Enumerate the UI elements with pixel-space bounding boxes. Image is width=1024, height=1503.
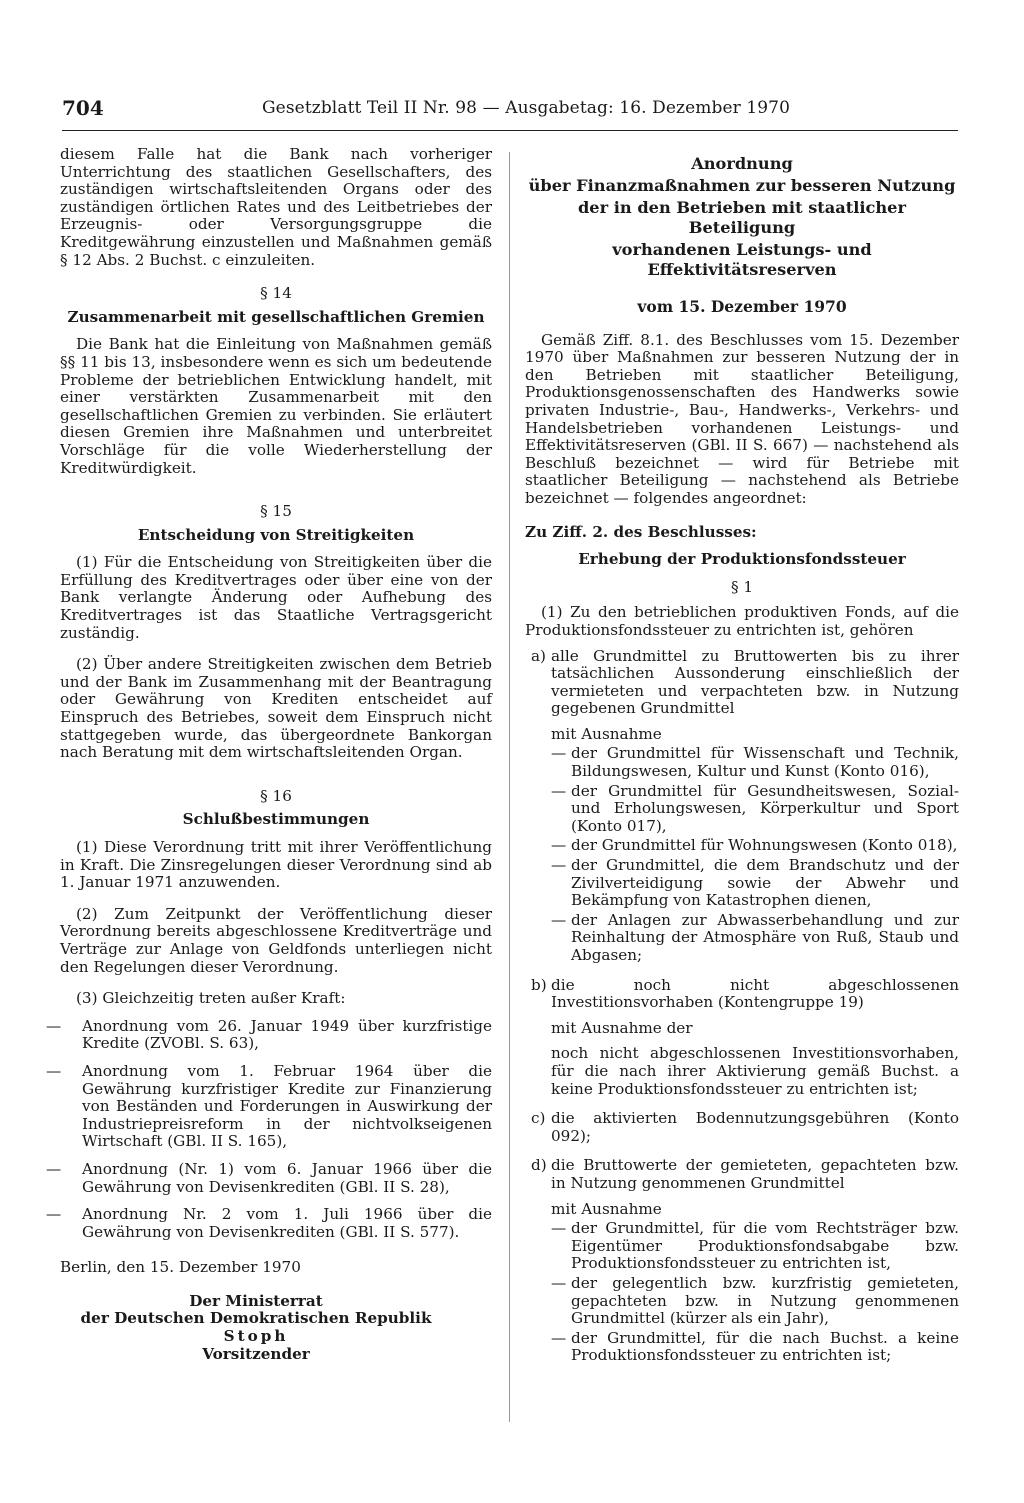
exception-text: der Grundmittel für Wissenschaft und Technik, Bildungswesen, Kultur und Kunst (Konto 016), <box>571 744 959 781</box>
exception-text: der Grundmittel, für die vom Rechtsträger bzw. Eigentümer Produktionsfondsabgabe bzw. Produktionsfondssteuer zu entrichten ist, <box>571 1219 959 1273</box>
page-number: 704 <box>62 96 104 120</box>
zu-ziffer-label: Zu Ziff. 2. des Beschlusses: <box>525 522 757 541</box>
signatory-body: Der Ministerrat <box>189 1291 323 1310</box>
section-14-title: Zusammenarbeit mit gesellschaftlichen Gremien <box>67 307 485 326</box>
section-16-paragraph-3: (3) Gleichzeitig treten außer Kraft: <box>76 989 346 1008</box>
section-14-text: Die Bank hat die Einleitung von Maßnahmen gemäß §§ 11 bis 13, insbesondere wenn es sich um bedeutende Probleme der betrieblichen Entwicklung handelt, mit einer verstärkten Zusammenarbeit mit den gesellschaftlichen Gremien zu verbinden. Sie erläutert diesen Gremien ihre Maßnahmen und unterbreitet Vorschläge für die volle Wiederherstellung der Kreditwürdigkeit. <box>60 335 492 477</box>
header-title: Gesetzblatt Teil II Nr. 98 — Ausgabetag: 16. Dezember 1970 <box>262 98 791 118</box>
ordinance-title-line: Anordnung <box>691 154 793 173</box>
exception-text: der Grundmittel für Wohnungswesen (Konto 018), <box>571 836 958 855</box>
item-c <box>525 1110 959 1145</box>
item-a-letter: a) <box>531 646 546 665</box>
item-c-letter: c) <box>531 1109 546 1128</box>
item-b-exception: noch nicht abgeschlossenen Investitionsvorhaben, für die nach ihrer Aktivierung gemäß Buchst. a keine Produktionsfondssteuer zu entrichten ist; <box>551 1044 959 1098</box>
repeal-item: — Anordnung vom 1. Februar 1964 über die Gewährung kurzfristiger Kredite zur Finanzierung von Beständen und Forderungen in Auswirkung der Industriepreisreform in der nichtvolkseigenen Wirtschaft (GBl. II S. 165), <box>60 1063 492 1151</box>
signatory-role: Vorsitzender <box>202 1344 310 1363</box>
exception-item: — der Grundmittel, für die nach Buchst. a keine Produktionsfondssteuer zu entrichten ist; <box>551 1328 959 1365</box>
section-15-number: § 15 <box>260 502 292 521</box>
item-d <box>525 1157 959 1192</box>
exception-text: der Anlagen zur Abwasserbehandlung und zur Reinhaltung der Atmosphäre von Ruß, Staub und Abgasen; <box>571 910 959 964</box>
signatory-state: der Deutschen Demokratischen Republik <box>80 1309 432 1328</box>
exception-item: — der Grundmittel für Wohnungswesen (Konto 018), <box>551 836 958 855</box>
repeal-item: — Anordnung Nr. 2 vom 1. Juli 1966 über die Gewährung von Devisenkrediten (GBl. II S. 577). <box>60 1206 492 1241</box>
section-15-paragraph-2: (2) Über andere Streitigkeiten zwischen dem Betrieb und der Bank im Zusammenhang mit der Beantragung oder Gewährung von Krediten entscheidet auf Einspruch des Betriebes, soweit dem Einspruch nicht stattgegeben wurde, das übergeordnete Bankorgan nach Beratung mit dem wirtschaftsleitenden Organ. <box>60 655 492 762</box>
exception-text: der Grundmittel, die dem Brandschutz und der Zivilverteidigung sowie der Abwehr und Bekämpfung von Katastrophen dienen, <box>571 856 959 910</box>
item-b <box>525 977 959 1012</box>
section-1-paragraph-1: (1) Zu den betrieblichen produktiven Fonds, auf die Produktionsfondssteuer zu entrichten ist, gehören <box>525 603 959 639</box>
section-16-title: Schlußbestimmungen <box>182 810 370 829</box>
item-b-letter: b) <box>531 975 547 994</box>
ordinance-title-line: über Finanzmaßnahmen zur besseren Nutzung <box>528 176 956 195</box>
section-15-paragraph-1: (1) Für die Entscheidung von Streitigkeiten über die Erfüllung des Kreditvertrages oder über eine von der Bank verlangte Änderung oder Aufhebung des Kreditvertrages ist das Staatliche Vertragsgericht zuständig. <box>60 553 492 642</box>
ordinance-title-line: der in den Betrieben mit staatlicher Beteiligung <box>577 198 906 237</box>
ordinance-title <box>525 154 959 280</box>
signature-block <box>20 1293 492 1363</box>
repeal-item: — Anordnung vom 26. Januar 1949 über kurzfristige Kredite (ZVOBl. S. 63), <box>60 1018 492 1053</box>
item-a <box>525 648 959 718</box>
place-date: Berlin, den 15. Dezember 1970 <box>60 1258 301 1277</box>
column-divider <box>509 152 510 1422</box>
exception-text: der Grundmittel, für die nach Buchst. a keine Produktionsfondssteuer zu entrichten ist; <box>571 1328 959 1365</box>
signatory-name: Stoph <box>223 1327 289 1346</box>
intro-paragraph: diesem Falle hat die Bank nach vorheriger Unterrichtung des staatlichen Gesellschafters, des zuständigen wirtschaftsleitenden Organs oder des zuständigen örtlichen Rates und des Leitbetriebes der Erzeugnis- oder Versorgungsgruppe die Kreditgewährung einzustellen und Maßnahmen gemäß § 12 Abs. 2 Buchst. c einzuleiten. <box>60 145 492 269</box>
exception-item: — der Grundmittel, die dem Brandschutz und der Zivilverteidigung sowie der Abwehr und Bekämpfung von Katastrophen dienen, <box>551 856 959 910</box>
left-column <box>60 146 492 1363</box>
section-16-paragraph-1: (1) Diese Verordnung tritt mit ihrer Veröffentlichung in Kraft. Die Zinsregelungen dieser Verordnung sind ab 1. Januar 1971 anzuwenden. <box>60 838 492 892</box>
item-a-text: alle Grundmittel zu Bruttowerten bis zu ihrer tatsächlichen Aussonderung einschließlich der vermieteten und verpachteten bzw. in Nutzung gegebenen Grundmittel <box>551 646 959 718</box>
section-16-number: § 16 <box>260 786 292 805</box>
item-d-letter: d) <box>531 1156 547 1175</box>
exception-item: — der Anlagen zur Abwasserbehandlung und zur Reinhaltung der Atmosphäre von Ruß, Staub und Abgasen; <box>551 910 959 964</box>
preamble: Gemäß Ziff. 8.1. des Beschlusses vom 15. Dezember 1970 über Maßnahmen zur besseren Nutzung der in den Betrieben mit staatlicher Beteiligung, Produktionsgenossenschaften des Handwerks sowie privaten Industrie-, Bau-, Handwerks-, Verkehrs- und Handelsbetrieben vorhandenen Leistungs- und Effektivitätsreserven (GBl. II S. 667) — nachstehend als Beschluß bezeichnet — wird für Betriebe mit staatlicher Beteiligung — nachstehend als Betriebe bezeichnet — folgendes angeordnet: <box>525 330 959 507</box>
ordinance-title-line: vorhandenen Leistungs- und Effektivitätsreserven <box>612 240 872 279</box>
exception-item: — der gelegentlich bzw. kurzfristig gemieteten, gepachteten bzw. in Nutzung genommenen Grundmittel (kürzer als ein Jahr), <box>551 1273 959 1328</box>
section-16-paragraph-2: (2) Zum Zeitpunkt der Veröffentlichung dieser Verordnung bereits abgeschlossene Kreditverträge und Verträge zur Anlage von Geldfonds unterliegen nicht den Regelungen dieser Verordnung. <box>60 904 492 976</box>
right-column <box>525 146 959 1365</box>
exception-text: der gelegentlich bzw. kurzfristig gemieteten, gepachteten bzw. in Nutzung genommenen Grundmittel (kürzer als ein Jahr), <box>571 1273 959 1328</box>
exception-item: — der Grundmittel, für die vom Rechtsträger bzw. Eigentümer Produktionsfondsabgabe bzw. Produktionsfondssteuer zu entrichten ist, <box>551 1219 959 1273</box>
subheading: Erhebung der Produktionsfondssteuer <box>578 550 906 569</box>
section-15-title: Entscheidung von Streitigkeiten <box>137 525 415 544</box>
section-1-number: § 1 <box>730 577 754 596</box>
page-header <box>62 92 958 131</box>
item-d-exception-intro: mit Ausnahme <box>551 1199 662 1218</box>
exception-text: der Grundmittel für Gesundheitswesen, Sozial- und Erholungswesen, Körperkultur und Sport (Konto 017), <box>571 781 959 835</box>
exception-item: — der Grundmittel für Gesundheitswesen, Sozial- und Erholungswesen, Körperkultur und Sport (Konto 017), <box>551 781 959 835</box>
item-d-text: die Bruttowerte der gemieteten, gepachteten bzw. in Nutzung genommenen Grundmittel <box>551 1156 959 1192</box>
item-a-exceptions <box>525 745 959 964</box>
section-14-number: § 14 <box>260 284 292 303</box>
exception-item: — der Grundmittel für Wissenschaft und Technik, Bildungswesen, Kultur und Kunst (Konto 016), <box>551 744 959 781</box>
item-c-text: die aktivierten Bodennutzungsgebühren (Konto 092); <box>551 1109 959 1145</box>
item-a-exception-intro: mit Ausnahme <box>551 724 662 743</box>
item-b-exception-intro: mit Ausnahme der <box>551 1018 693 1037</box>
item-d-exceptions <box>525 1220 959 1365</box>
item-b-text: die noch nicht abgeschlossenen Investitionsvorhaben (Kontengruppe 19) <box>551 975 959 1012</box>
repeal-item: — Anordnung (Nr. 1) vom 6. Januar 1966 über die Gewährung von Devisenkrediten (GBl. II S. 28), <box>60 1161 492 1196</box>
ordinance-date: vom 15. Dezember 1970 <box>637 297 847 316</box>
